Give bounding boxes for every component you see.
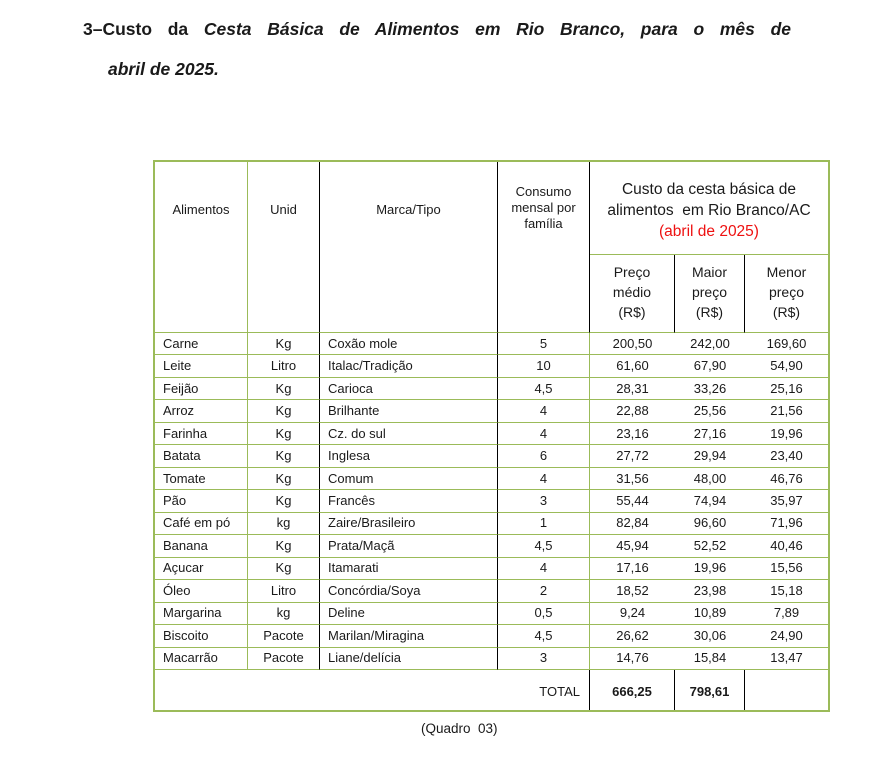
row-5-cell-maior: 27,16 [675,423,745,445]
total-label: TOTAL [155,670,590,710]
row-4-cell-menor: 21,56 [745,400,828,422]
row-14-cell-maior: 30,06 [675,625,745,647]
table-caption-quadro: (Quadro 03) [421,721,498,736]
title-italic: Cesta Básica de Alimentos em Rio Branco, para o mês de [203,19,791,39]
row-15-cell-marca: Liane/delícia [320,648,498,670]
row-10-cell-menor: 40,46 [745,535,828,557]
row-1-cell-consumo: 5 [498,333,590,355]
row-1-cell-unid: Kg [248,333,320,355]
row-15-cell-unid: Pacote [248,648,320,670]
row-11-cell-alimento: Açucar [155,558,248,580]
row-8-cell-consumo: 3 [498,490,590,512]
row-13-cell-maior: 10,89 [675,603,745,625]
row-13-cell-medio: 9,24 [590,603,675,625]
row-12-cell-menor: 15,18 [745,580,828,602]
row-12-cell-consumo: 2 [498,580,590,602]
row-11-cell-unid: Kg [248,558,320,580]
row-14-cell-menor: 24,90 [745,625,828,647]
row-4-cell-alimento: Arroz [155,400,248,422]
row-15-cell-menor: 13,47 [745,648,828,670]
row-5-cell-unid: Kg [248,423,320,445]
header-maior-preco: Maior preço (R$) [675,255,745,333]
row-3-cell-alimento: Feijão [155,378,248,400]
row-3-cell-consumo: 4,5 [498,378,590,400]
row-6-cell-unid: Kg [248,445,320,467]
row-14-cell-marca: Marilan/Miragina [320,625,498,647]
row-5-cell-medio: 23,16 [590,423,675,445]
row-7-cell-alimento: Tomate [155,468,248,490]
row-6-cell-alimento: Batata [155,445,248,467]
row-12-cell-maior: 23,98 [675,580,745,602]
row-8-cell-maior: 74,94 [675,490,745,512]
row-6-cell-consumo: 6 [498,445,590,467]
row-7-cell-maior: 48,00 [675,468,745,490]
row-13-cell-marca: Deline [320,603,498,625]
row-9-cell-marca: Zaire/Brasileiro [320,513,498,535]
total-maior-preco: 798,61 [675,670,745,710]
row-4-cell-medio: 22,88 [590,400,675,422]
row-10-cell-maior: 52,52 [675,535,745,557]
row-7-cell-marca: Comum [320,468,498,490]
row-12-cell-unid: Litro [248,580,320,602]
row-5-cell-marca: Cz. do sul [320,423,498,445]
row-3-cell-menor: 25,16 [745,378,828,400]
row-6-cell-maior: 29,94 [675,445,745,467]
row-14-cell-consumo: 4,5 [498,625,590,647]
row-2-cell-maior: 67,90 [675,355,745,377]
row-10-cell-consumo: 4,5 [498,535,590,557]
row-5-cell-menor: 19,96 [745,423,828,445]
cesta-basica-table [153,160,830,712]
row-1-cell-maior: 242,00 [675,333,745,355]
row-5-cell-alimento: Farinha [155,423,248,445]
row-6-cell-marca: Inglesa [320,445,498,467]
row-11-cell-medio: 17,16 [590,558,675,580]
row-8-cell-alimento: Pão [155,490,248,512]
row-15-cell-maior: 15,84 [675,648,745,670]
row-10-cell-marca: Prata/Maçã [320,535,498,557]
row-2-cell-alimento: Leite [155,355,248,377]
row-13-cell-unid: kg [248,603,320,625]
row-4-cell-marca: Brilhante [320,400,498,422]
row-15-cell-consumo: 3 [498,648,590,670]
row-8-cell-medio: 55,44 [590,490,675,512]
header-preco-medio: Preço médio (R$) [590,255,675,333]
row-9-cell-maior: 96,60 [675,513,745,535]
header-unid: Unid [248,162,320,333]
row-11-cell-consumo: 4 [498,558,590,580]
header-marca-tipo: Marca/Tipo [320,162,498,333]
row-7-cell-unid: Kg [248,468,320,490]
row-12-cell-alimento: Óleo [155,580,248,602]
row-4-cell-unid: Kg [248,400,320,422]
row-5-cell-consumo: 4 [498,423,590,445]
row-10-cell-alimento: Banana [155,535,248,557]
row-7-cell-medio: 31,56 [590,468,675,490]
row-14-cell-medio: 26,62 [590,625,675,647]
header-consumo-mensal: Consumo mensal por família [498,162,590,333]
row-2-cell-unid: Litro [248,355,320,377]
row-7-cell-consumo: 4 [498,468,590,490]
header-alimentos: Alimentos [155,162,248,333]
row-6-cell-menor: 23,40 [745,445,828,467]
row-4-cell-consumo: 4 [498,400,590,422]
row-9-cell-consumo: 1 [498,513,590,535]
row-9-cell-unid: kg [248,513,320,535]
row-8-cell-marca: Francês [320,490,498,512]
row-2-cell-consumo: 10 [498,355,590,377]
header-period-red: (abril de 2025) [659,223,759,240]
row-12-cell-marca: Concórdia/Soya [320,580,498,602]
row-11-cell-maior: 19,96 [675,558,745,580]
page-title-line1 [83,17,791,41]
row-11-cell-menor: 15,56 [745,558,828,580]
row-13-cell-alimento: Margarina [155,603,248,625]
row-8-cell-unid: Kg [248,490,320,512]
row-1-cell-menor: 169,60 [745,333,828,355]
row-2-cell-marca: Italac/Tradição [320,355,498,377]
row-3-cell-maior: 33,26 [675,378,745,400]
row-2-cell-menor: 54,90 [745,355,828,377]
row-3-cell-marca: Carioca [320,378,498,400]
row-14-cell-alimento: Biscoito [155,625,248,647]
title-prefix: 3–Custo da [83,19,204,39]
row-1-cell-alimento: Carne [155,333,248,355]
row-14-cell-unid: Pacote [248,625,320,647]
page-title-line2: abril de 2025. [108,59,219,79]
header-menor-preco: Menor preço (R$) [745,255,828,333]
row-13-cell-menor: 7,89 [745,603,828,625]
row-8-cell-menor: 35,97 [745,490,828,512]
total-menor-preco [745,670,828,710]
total-preco-medio: 666,25 [590,670,675,710]
row-4-cell-maior: 25,56 [675,400,745,422]
row-6-cell-medio: 27,72 [590,445,675,467]
row-9-cell-alimento: Café em pó [155,513,248,535]
row-13-cell-consumo: 0,5 [498,603,590,625]
row-9-cell-medio: 82,84 [590,513,675,535]
row-3-cell-medio: 28,31 [590,378,675,400]
row-10-cell-unid: Kg [248,535,320,557]
row-15-cell-medio: 14,76 [590,648,675,670]
row-1-cell-medio: 200,50 [590,333,675,355]
row-2-cell-medio: 61,60 [590,355,675,377]
row-11-cell-marca: Itamarati [320,558,498,580]
row-15-cell-alimento: Macarrão [155,648,248,670]
row-9-cell-menor: 71,96 [745,513,828,535]
row-1-cell-marca: Coxão mole [320,333,498,355]
row-3-cell-unid: Kg [248,378,320,400]
row-12-cell-medio: 18,52 [590,580,675,602]
row-7-cell-menor: 46,76 [745,468,828,490]
header-custo-cesta: Custo da cesta básica de alimentos em Rio Branco/AC (abril de 2025) [590,162,828,255]
row-10-cell-medio: 45,94 [590,535,675,557]
